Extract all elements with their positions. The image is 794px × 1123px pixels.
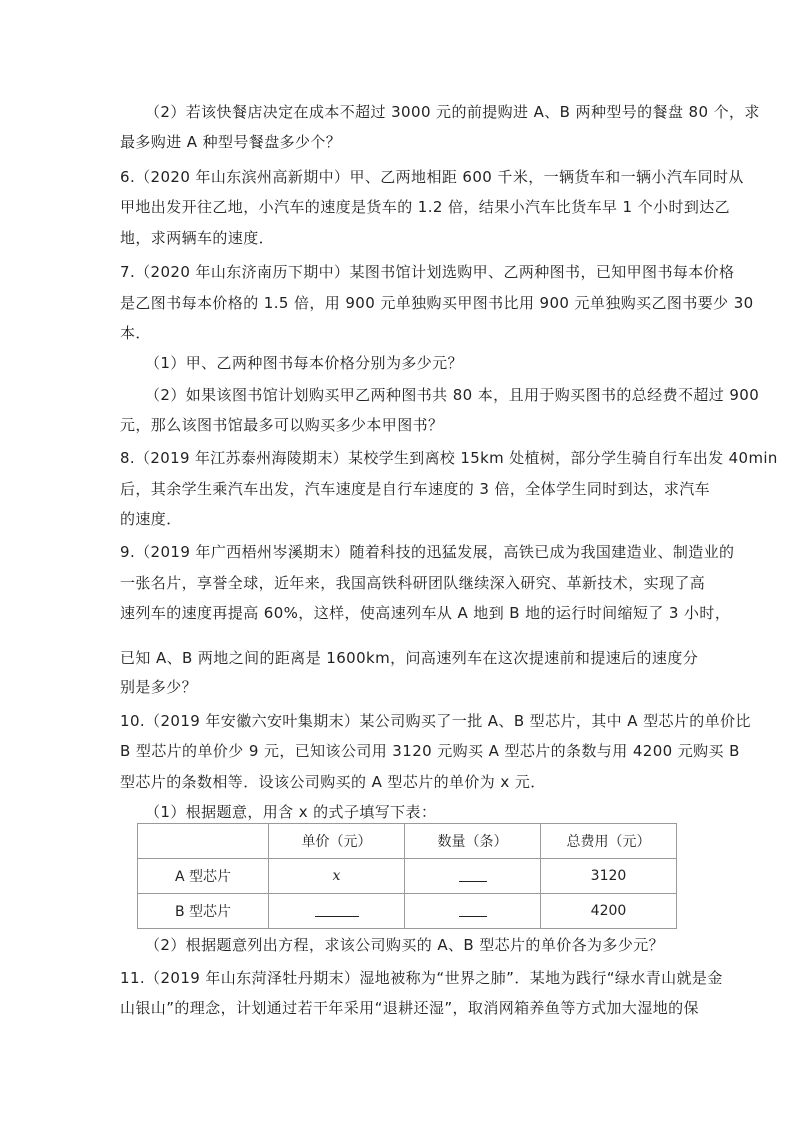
q8-line-1: 8.（2019 年江苏泰州海陵期末）某校学生到离校 15km 处植树，部分学生骑自行车出发 40min bbox=[120, 449, 778, 467]
table-header-cell: 数量（条） bbox=[405, 824, 541, 859]
q7-part2-line-2: 元，那么该图书馆最多可以购买多少本甲图书？ bbox=[120, 416, 444, 434]
q6-line-1: 6.（2020 年山东滨州高新期中）甲、乙两地相距 600 千米，一辆货车和一辆小汽车同时从 bbox=[120, 168, 744, 186]
qty-cell bbox=[405, 859, 541, 894]
q10-part1: （1）根据题意，用含 x 的式子填写下表： bbox=[145, 803, 437, 821]
q8-line-2: 后，其余学生乘汽车出发，汽车速度是自行车速度的 3 倍，全体学生同时到达，求汽车 bbox=[120, 480, 711, 498]
q6-line-3: 地，求两辆车的速度． bbox=[120, 229, 275, 247]
q7-line-3: 本． bbox=[120, 324, 151, 342]
q9-line-5: 别是多少？ bbox=[120, 678, 198, 696]
table-header-cell bbox=[138, 824, 269, 859]
answer-blank[interactable] bbox=[459, 867, 487, 882]
table-header-cell: 总费用（元） bbox=[541, 824, 677, 859]
q5-part2-line-1: （2）若该快餐店决定在成本不超过 3000 元的前提购进 A、B 两种型号的餐盘 80 个，求 bbox=[145, 103, 760, 121]
chip-table bbox=[137, 823, 677, 929]
row-label: A 型芯片 bbox=[138, 859, 269, 894]
q9-line-1: 9.（2019 年广西梧州岑溪期末）随着科技的迅猛发展，高铁已成为我国建造业、制造业的 bbox=[120, 543, 735, 561]
q8-line-3: 的速度． bbox=[120, 510, 182, 528]
total-cell: 3120 bbox=[541, 859, 677, 894]
answer-blank[interactable] bbox=[459, 902, 487, 917]
q5-part2-line-2: 最多购进 A 种型号餐盘多少个？ bbox=[120, 133, 342, 151]
q9-line-2: 一张名片，享誉全球，近年来，我国高铁科研团队继续深入研究、革新技术，实现了高 bbox=[120, 574, 706, 592]
q9-line-4: 已知 A、B 两地之间的距离是 1600km，问高速列车在这次提速前和提速后的速度分 bbox=[120, 649, 699, 667]
price-cell: x bbox=[269, 859, 405, 894]
q7-part2-line-1: （2）如果该图书馆计划购买甲乙两种图书共 80 本，且用于购买图书的总经费不超过 900 bbox=[145, 386, 760, 404]
price-cell bbox=[269, 894, 405, 929]
table-row bbox=[138, 894, 677, 929]
q9-line-3: 速列车的速度再提高 60%，这样，使高速列车从 A 地到 B 地的运行时间缩短了 3 小时， bbox=[120, 604, 731, 622]
row-label: B 型芯片 bbox=[138, 894, 269, 929]
q7-line-2: 是乙图书每本价格的 1.5 倍，用 900 元单独购买甲图书比用 900 元单独购买乙图书要少 30 bbox=[120, 294, 754, 312]
table-row bbox=[138, 859, 677, 894]
q11-line-2: 山银山”的理念，计划通过若干年采用“退耕还湿”，取消网箱养鱼等方式加大湿地的保 bbox=[120, 999, 699, 1017]
q6-line-2: 甲地出发开往乙地，小汽车的速度是货车的 1.2 倍，结果小汽车比货车早 1 个小时到达乙 bbox=[120, 198, 731, 216]
q10-line-3: 型芯片的条数相等．设该公司购买的 A 型芯片的单价为 x 元． bbox=[120, 773, 546, 791]
q10-part2: （2）根据题意列出方程，求该公司购买的 A、B 型芯片的单价各为多少元？ bbox=[145, 936, 665, 954]
q7-line-1: 7.（2020 年山东济南历下期中）某图书馆计划选购甲、乙两种图书，已知甲图书每本价格 bbox=[120, 263, 735, 281]
q10-line-2: B 型芯片的单价少 9 元，已知该公司用 3120 元购买 A 型芯片的条数与用 4200 元购买 B bbox=[120, 742, 740, 760]
q7-part1: （1）甲、乙两种图书每本价格分别为多少元？ bbox=[145, 354, 463, 372]
total-cell: 4200 bbox=[541, 894, 677, 929]
q11-line-1: 11.（2019 年山东菏泽牡丹期末）湿地被称为“世界之肺”．某地为践行“绿水青山就是金 bbox=[120, 969, 723, 987]
qty-cell bbox=[405, 894, 541, 929]
answer-blank[interactable] bbox=[315, 902, 359, 917]
table-header-cell: 单价（元） bbox=[269, 824, 405, 859]
q10-line-1: 10.（2019 年安徽六安叶集期末）某公司购买了一批 A、B 型芯片，其中 A 型芯片的单价比 bbox=[120, 712, 751, 730]
table-header-row bbox=[138, 824, 677, 859]
